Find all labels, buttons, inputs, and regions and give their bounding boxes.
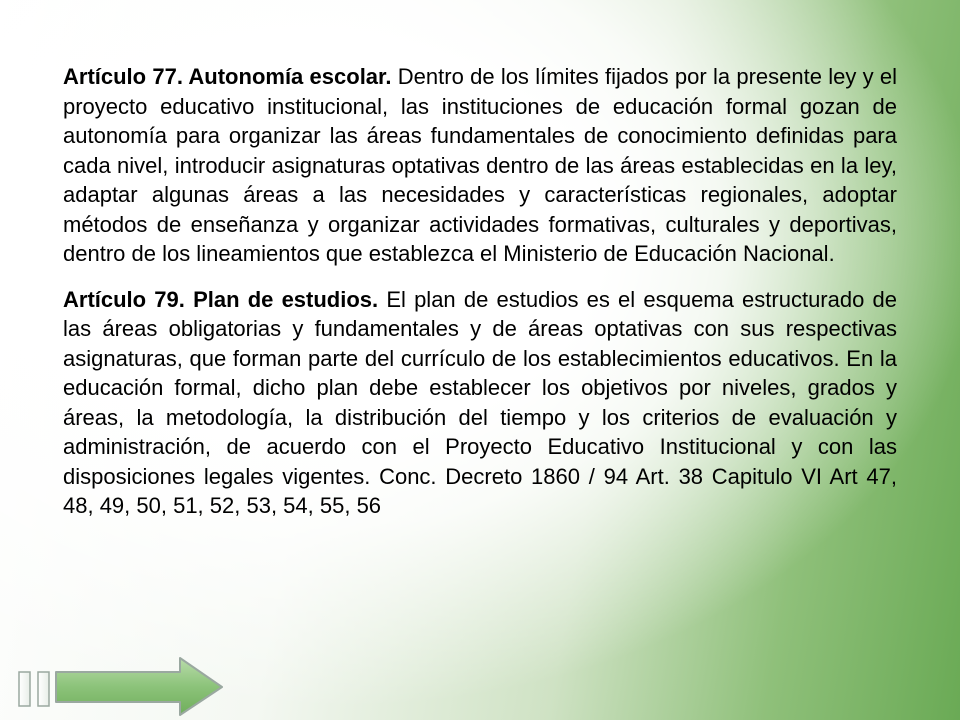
article-77-heading: Artículo 77. Autonomía escolar.	[63, 64, 392, 89]
article-79-paragraph	[63, 285, 897, 521]
article-79-text: El plan de estudios es el esquema estructurado de las áreas obligatorias y fundamentales y de áreas optativas con sus respectivas asignaturas, que forman parte del currículo de los establecimientos educativos. En la educación formal, dicho plan debe establecer los objetivos por niveles, grados y áreas, la metodología, la distribución del tiempo y los criterios de evaluación y administración, de acuerdo con el Proyecto Educativo Institucional y con las disposiciones legales vigentes. Conc. Decreto 1860 / 94 Art. 38 Capitulo VI Art 47, 48, 49, 50, 51, 52, 53, 54, 55, 56	[63, 286, 897, 518]
next-arrow-icon[interactable]	[54, 656, 224, 716]
article-77-text: Dentro de los límites fijados por la presente ley y el proyecto educativo institucional, las instituciones de educación formal gozan de autonomía para organizar las áreas fundamentales de conocimiento definidas para cada nivel, introducir asignaturas optativas dentro de las áreas establecidas en la ley, adaptar algunas áreas a las necesidades y características regionales, adoptar métodos de enseñanza y organizar actividades formativas, culturales y deportivas, dentro de los lineamientos que establezca el Ministerio de Educación Nacional.	[63, 64, 897, 266]
slide-content	[63, 62, 897, 537]
pause-bars-icon[interactable]	[0, 660, 60, 708]
article-79-heading: Artículo 79. Plan de estudios.	[63, 286, 379, 312]
article-77-paragraph	[63, 62, 897, 269]
